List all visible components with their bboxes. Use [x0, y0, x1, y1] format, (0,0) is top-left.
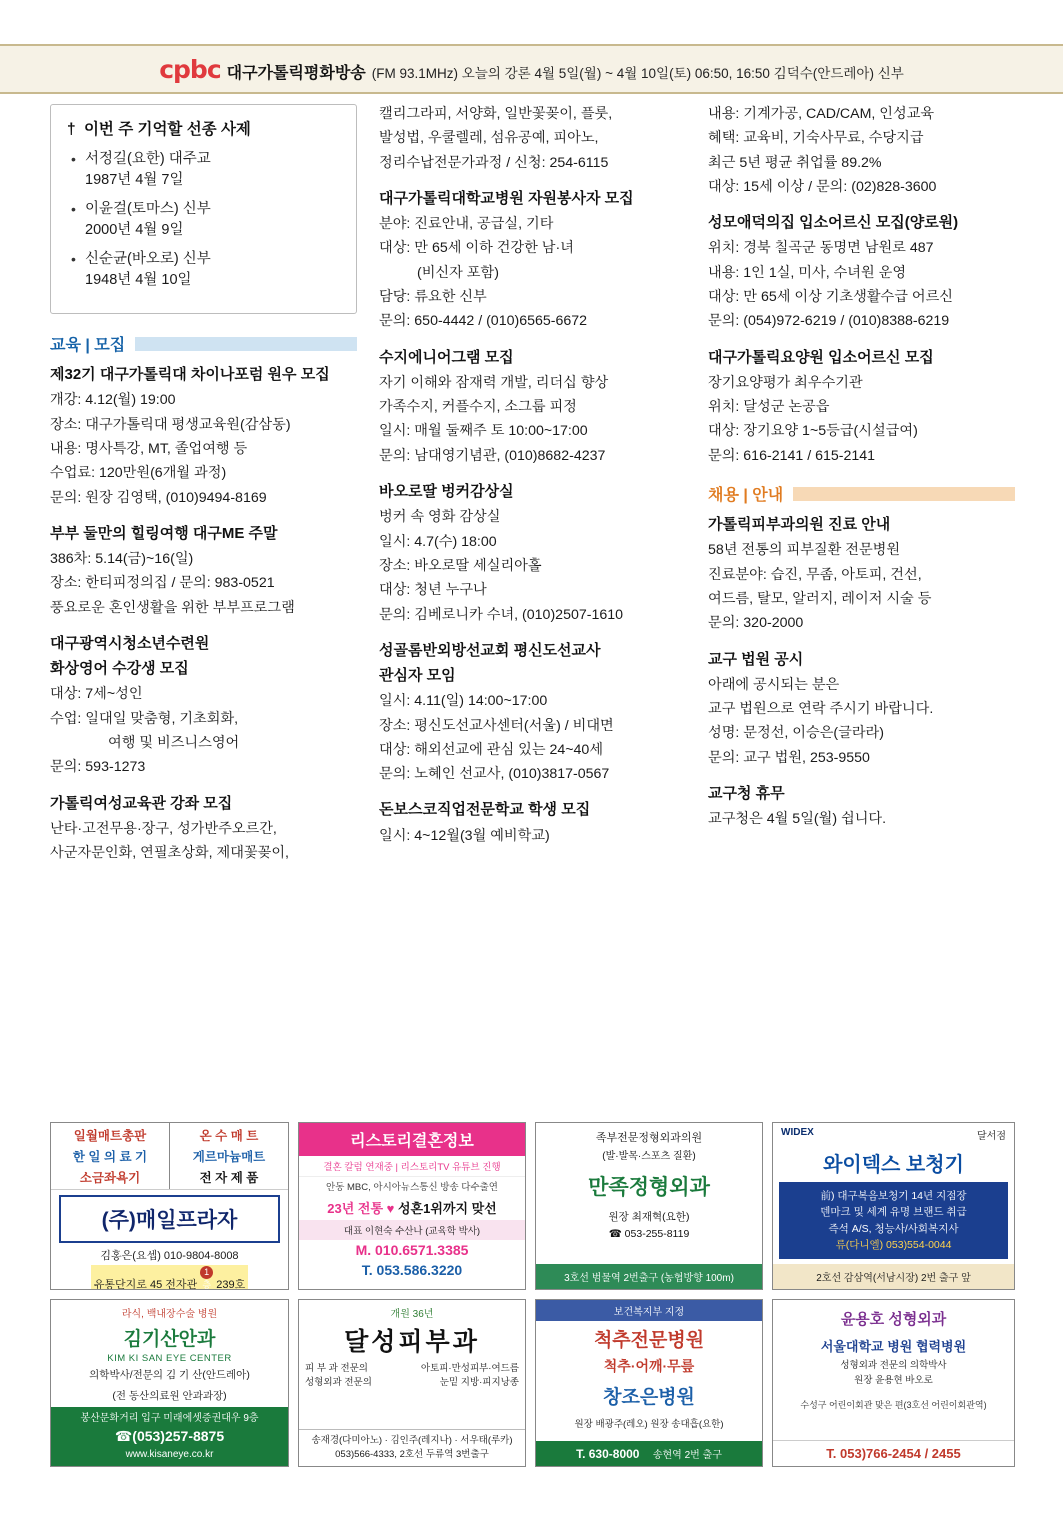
ad-subtitle: KIM KI SAN EYE CENTER — [107, 1353, 232, 1364]
memorial-heading — [67, 117, 342, 139]
notice-line-indent: (비신자 포함) — [417, 264, 499, 281]
section-header-education — [50, 332, 357, 355]
notice-line: 교구 법원으로 연락 주시기 바랍니다. — [708, 701, 934, 718]
memorial-name: • 이윤걸(토마스) 신부 — [85, 201, 211, 218]
ad-row-2 — [50, 1299, 1015, 1467]
ad-detail-box: 前) 대구복음보청기 14년 지점장 덴마크 및 세계 유명 브랜드 취급 즉석 A/S, 청능사/사회복지사 류(다니엘) 053)554-0044 — [779, 1182, 1008, 1259]
notice-title: 대구가톨릭대학교병원 자원봉사자 모집 — [379, 189, 634, 207]
ad-yoon-plastic-surgery[interactable] — [772, 1299, 1015, 1467]
ad-brand: 창조은병원 — [603, 1387, 695, 1408]
notice-line: 일시: 4~12월(3월 예비학교) — [379, 827, 550, 844]
notice-columban-missionary — [379, 641, 686, 786]
ad-text: (발·발목·스포츠 질환) — [602, 1151, 696, 1162]
notice-line: 장소: 평신도선교사센터(서울) / 비대면 — [379, 717, 614, 734]
notice-line: 문의: 교구 법원, 253-9550 — [708, 749, 870, 766]
floor-badge: 1층 — [200, 1266, 213, 1279]
notice-line: 대상: 청년 누구나 — [379, 582, 487, 599]
notice-line: 문의: 원장 김영택, (010)9494-8169 — [50, 489, 267, 506]
section-label: 교육 | 모집 — [50, 337, 126, 355]
notice-line: 위치: 달성군 논공읍 — [708, 399, 830, 416]
memorial-list — [65, 149, 342, 291]
notice-line-indent: 여행 및 비즈니스영어 — [108, 735, 240, 752]
notice-bosco-school — [379, 800, 686, 847]
notice-line: 아래에 공시되는 분은 — [708, 676, 840, 693]
notice-line: 캘리그라피, 서양화, 일반꽃꽂이, 플룻, — [379, 106, 613, 122]
ad-contact: 김홍은(요셉) 010-9804-8008 — [100, 1250, 239, 1262]
ad-text: 원장 배광주(레오) 원장 송대흡(요한) — [574, 1419, 724, 1430]
notice-line: 풍요로운 혼인생활을 위한 부부프로그램 — [50, 599, 295, 616]
notice-line: 대상: 해외선교에 관심 있는 24~40세 — [379, 741, 604, 758]
ad-maeil-plaza[interactable] — [50, 1122, 289, 1290]
ad-title: 척추전문병원 — [593, 1330, 705, 1351]
notice-line: 대상: 7세~성인 — [50, 686, 143, 703]
notice-line: 장소: 한티피정의집 / 문의: 983-0521 — [50, 575, 275, 592]
notice-line: 벙커 속 영화 감상실 — [379, 509, 501, 526]
ad-text: 원장 최재혁(요한) — [608, 1211, 690, 1223]
notice-line: 수업: 일대일 맞춤형, 기초회화, — [50, 710, 239, 727]
ad-text: 안동 MBC, 아시아뉴스통신 방송 다수출연 — [326, 1182, 498, 1193]
notice-line: 58년 전통의 피부질환 전문병원 — [708, 542, 901, 559]
notice-title: 가톨릭피부과의원 진료 안내 — [708, 516, 891, 534]
notice-line: 위치: 경북 칠곡군 동명면 남원로 487 — [708, 240, 934, 257]
section-bar — [135, 337, 357, 351]
notice-dermatology-clinic — [708, 515, 1015, 634]
ad-text: 원장 윤용현 바오로 — [854, 1375, 933, 1387]
ad-title: 와이덱스 보청기 — [823, 1154, 964, 1176]
list-item — [85, 149, 342, 191]
ad-footer: 3호선 범물역 2번출구 (농협방향 100m) — [536, 1264, 762, 1289]
ad-widex-hearing[interactable] — [772, 1122, 1015, 1290]
ad-row-1 — [50, 1122, 1015, 1290]
ad-text: 눈밑 지방·피지낭종 — [439, 1377, 519, 1389]
ad-kim-kisan-eye[interactable] — [50, 1299, 289, 1467]
notice-line: 개강: 4.12(월) 19:00 — [50, 392, 176, 409]
notice-line: 진료분야: 습진, 무좀, 아토피, 건선, — [708, 566, 922, 583]
ad-changjoeun-hospital[interactable] — [535, 1299, 763, 1467]
ad-text: 보건복지부 지정 — [536, 1300, 762, 1321]
notice-nursing-home — [708, 348, 1015, 467]
notice-line: 일시: 4.7(수) 18:00 — [379, 533, 497, 550]
notice-title: 가톨릭여성교육관 강좌 모집 — [50, 794, 233, 812]
ad-text: 결혼 칼럼 연재중 | 리스토리TV 유튜브 진행 — [299, 1156, 525, 1177]
ad-subtitle: 서울대학교 병원 협력병원 — [820, 1339, 967, 1354]
ad-text: 온 수 매 트 — [199, 1129, 259, 1143]
ad-phone: ☎ 053-255-8119 — [608, 1228, 690, 1240]
column-3 — [708, 104, 1015, 880]
ad-phone: ☎(053)257-8875 — [114, 1428, 225, 1444]
notice-title: 성모애덕의집 입소어르신 모집(양로원) — [708, 214, 959, 232]
ad-text: 소금좌욕기 — [79, 1171, 141, 1185]
notice-line: 내용: 1인 1실, 미사, 수녀원 운영 — [708, 264, 907, 281]
notice-title: 대구가톨릭요양원 입소어르신 모집 — [708, 348, 934, 366]
notice-line: 문의: 노혜인 선교사, (010)3817-0567 — [379, 766, 610, 783]
notice-line: 문의: 650-4442 / (010)6565-6672 — [379, 313, 588, 330]
notice-line: 장기요양평가 최우수기관 — [708, 374, 863, 391]
cross-icon: † — [67, 121, 76, 138]
notice-hospital-volunteer — [379, 189, 686, 333]
notice-line: 대상: 15세 이상 / 문의: (02)828-3600 — [708, 178, 937, 195]
memorial-heading-text: 이번 주 기억할 선종 사제 — [83, 121, 251, 138]
notice-enneagram — [379, 348, 686, 467]
notice-line: 장소: 대구가톨릭대 평생교육원(감삼동) — [50, 416, 291, 433]
notice-line: 일시: 매월 둘째주 토 10:00~17:00 — [379, 423, 588, 440]
ad-footer: 2호선 감삼역(서남시장) 2번 출구 앞 — [773, 1264, 1014, 1289]
notice-title-2: 관심자 모임 — [379, 667, 456, 685]
ad-text: 피 부 과 전문의 — [305, 1363, 368, 1374]
ad-address: 유통단지로 45 전자관 1층 239호 — [91, 1265, 248, 1291]
notice-line: 성명: 문정선, 이승은(글라라) — [708, 725, 884, 742]
notice-title: 교구 법원 공시 — [708, 650, 804, 668]
notice-line: 최근 5년 평균 취업률 89.2% — [708, 154, 882, 171]
ad-footer: 송재경(다미아노) · 김인주(레지나) · 서우태(루카) 053)566-4333, 2호선 두류역 3번출구 — [299, 1429, 525, 1467]
masthead — [0, 44, 1063, 94]
notice-line: 사군자문인화, 연필초상화, 제대꽃꽂이, — [50, 845, 289, 862]
notice-line: 내용: 기계가공, CAD/CAM, 인성교육 — [708, 106, 935, 122]
notice-line: 내용: 명사특강, MT, 졸업여행 등 — [50, 440, 248, 457]
ad-text: 의학박사/전문의 김 기 산(안드레아) — [89, 1369, 250, 1381]
notice-title: 바오로딸 벙커감상실 — [379, 483, 514, 501]
ad-footer: 봉산문화거리 입구 미래에셋증권대우 9층 ☎(053)257-8875 www.kisaneye.co.kr — [51, 1407, 288, 1466]
notice-seongmo-aedeok — [708, 213, 1015, 332]
notice-china-forum — [50, 365, 357, 509]
masthead-title: 대구가톨릭평화방송 — [226, 64, 366, 82]
section-label: 채용 | 안내 — [708, 487, 784, 505]
notice-title: 제32기 대구가톨릭대 차이나포럼 원우 모집 — [50, 366, 330, 384]
notice-video-english — [50, 634, 357, 779]
ad-title: 만족정형외과 — [588, 1176, 710, 1199]
notice-line: 혜택: 교육비, 기숙사무료, 수당지급 — [708, 130, 924, 147]
notice-line: 교구청은 4월 5일(월) 쉽니다. — [708, 811, 887, 828]
advertisement-area — [50, 1122, 1015, 1476]
notice-women-education — [50, 794, 357, 865]
notice-tribunal — [708, 650, 1015, 769]
column-2 — [379, 104, 686, 880]
column-1 — [50, 104, 357, 880]
notice-title: 교구청 휴무 — [708, 784, 785, 802]
notice-title: 수지에니어그램 모집 — [379, 348, 514, 366]
ad-title: 리스토리결혼정보 — [299, 1123, 525, 1156]
section-header-hiring — [708, 482, 1015, 505]
notice-line: 자기 이해와 잠재력 개발, 리더십 향상 — [379, 374, 609, 391]
notice-line: 일시: 4.11(일) 14:00~17:00 — [379, 693, 548, 710]
notice-line: 386차: 5.14(금)~16(일) — [50, 551, 194, 568]
list-item — [85, 199, 342, 241]
notice-line: 발성법, 우쿨렐레, 섬유공예, 피아노, — [379, 130, 599, 147]
ad-title: 윤용호 성형외과 — [840, 1311, 947, 1328]
ad-text: (전 동산의료원 안과과장) — [112, 1390, 227, 1402]
heart-icon: ♥ — [386, 1201, 395, 1216]
ad-text: 게르마늄매트 — [192, 1150, 266, 1164]
ad-phone: T. 053.586.3220 — [361, 1262, 463, 1278]
notice-line: 대상: 만 65세 이상 기초생활수급 어르신 — [708, 289, 954, 306]
notice-women-education-cont — [379, 104, 686, 174]
ad-url: www.kisaneye.co.kr — [125, 1449, 214, 1460]
masthead-subtitle: (FM 93.1MHz) 오늘의 강론 4월 5일(월) ~ 4월 10일(토) 06:50, 16:50 김덕수(안드레아) 신부 — [371, 65, 904, 81]
ad-restory-wedding[interactable] — [298, 1122, 526, 1290]
notice-title-2: 화상영어 수강생 모집 — [50, 660, 189, 678]
ad-phone: M. 010.6571.3385 — [355, 1242, 469, 1258]
notice-line: 수업료: 120만원(6개월 과정) — [50, 465, 227, 482]
notice-line: 분야: 진료안내, 공급실, 기타 — [379, 216, 554, 233]
ad-brand: WIDEX — [781, 1127, 814, 1138]
memorial-box — [50, 104, 357, 314]
memorial-date: 2000년 4월 9일 — [85, 222, 184, 239]
notice-title: 돈보스코직업전문학교 학생 모집 — [379, 801, 591, 819]
notice-line: 문의: 616-2141 / 615-2141 — [708, 447, 876, 464]
notice-line: 정리수납전문가과정 / 신청: 254-6115 — [379, 154, 609, 171]
ad-phone: T. 053)766-2454 / 2455 — [773, 1440, 1014, 1466]
notice-line: 여드름, 탈모, 알러지, 레이저 시술 등 — [708, 590, 932, 607]
ad-text: 성형외과 전문의 의학박사 — [840, 1360, 947, 1371]
ad-text: 라식, 백내장수술 병원 — [121, 1309, 218, 1320]
notice-line: 문의: 남대영기념관, (010)8682-4237 — [379, 447, 606, 464]
notice-title: 대구광역시청소년수련원 — [50, 634, 210, 652]
ad-title: (주)매일프라자 — [59, 1195, 280, 1243]
notice-diocese-closed — [708, 784, 1015, 831]
ad-text: 한 일 의 료 기 — [72, 1150, 148, 1164]
ad-branch: 달서점 — [977, 1131, 1006, 1142]
ad-text: 성형외과 전문의 — [305, 1377, 372, 1389]
ad-text: 전 자 제 품 — [199, 1171, 259, 1185]
notice-line: 가족수지, 커플수지, 소그룹 피정 — [379, 399, 577, 416]
notice-line: 대상: 장기요양 1~5등급(시설급여) — [708, 423, 918, 440]
ad-title: 김기산안과 — [123, 1329, 216, 1350]
ad-phone: T. 630-8000 — [576, 1447, 640, 1461]
ad-subtitle: 척추·어깨·무릎 — [603, 1358, 695, 1374]
notice-line: 문의: 김베로니카 수녀, (010)2507-1610 — [379, 606, 624, 623]
list-item — [85, 249, 342, 291]
notice-line: 난타·고전무용·장구, 성가반주오르간, — [50, 820, 277, 837]
notice-line: 장소: 바오로딸 세실리아홀 — [379, 557, 542, 574]
notice-line: 문의: 593-1273 — [50, 759, 146, 776]
notice-bosco-school-cont — [708, 104, 1015, 198]
ad-text: 수성구 어린이회관 맞은 편(3호선 어린이회관역) — [800, 1400, 987, 1411]
ad-text: 대표 이현숙 수산나 (교육학 박사) — [299, 1220, 525, 1240]
ad-text: 일월매트총판 — [73, 1129, 147, 1143]
memorial-name: • 신순균(바오로) 신부 — [85, 251, 211, 268]
notice-line: 담당: 류요한 신부 — [379, 289, 487, 306]
ad-text: 아토피·만성피부·여드름 — [420, 1363, 519, 1374]
notice-line: 문의: (054)972-6219 / (010)8388-6219 — [708, 313, 950, 330]
notice-line: 대상: 만 65세 이하 건강한 남·녀 — [379, 240, 574, 257]
notice-title: 부부 둘만의 힐링여행 대구ME 주말 — [50, 524, 278, 542]
cpbc-logo: cpbc — [159, 54, 221, 84]
section-bar — [793, 487, 1015, 501]
ad-text: 개원 36년 — [390, 1309, 434, 1320]
content-columns — [50, 104, 1015, 880]
notice-title: 성골롬반외방선교회 평신도선교사 — [379, 641, 601, 659]
ad-headline: 23년 전통 ♥ 성혼1위까지 맞선 — [299, 1195, 525, 1220]
ad-dalsung-dermatology[interactable] — [298, 1299, 526, 1467]
ad-manjok-orthopedics[interactable] — [535, 1122, 763, 1290]
ad-footer: T. 630-8000 송현역 2번 출구 — [536, 1441, 762, 1466]
ad-text: 족부전문정형외과의원 — [595, 1132, 703, 1144]
notice-bunker-cinema — [379, 482, 686, 626]
notice-line: 문의: 320-2000 — [708, 615, 804, 632]
memorial-date: 1987년 4월 7일 — [85, 172, 184, 189]
memorial-date: 1948년 4월 10일 — [85, 272, 192, 289]
notice-me-weekend — [50, 524, 357, 619]
memorial-name: • 서정길(요한) 대주교 — [85, 151, 211, 167]
ad-title: 달성피부과 — [344, 1328, 480, 1356]
